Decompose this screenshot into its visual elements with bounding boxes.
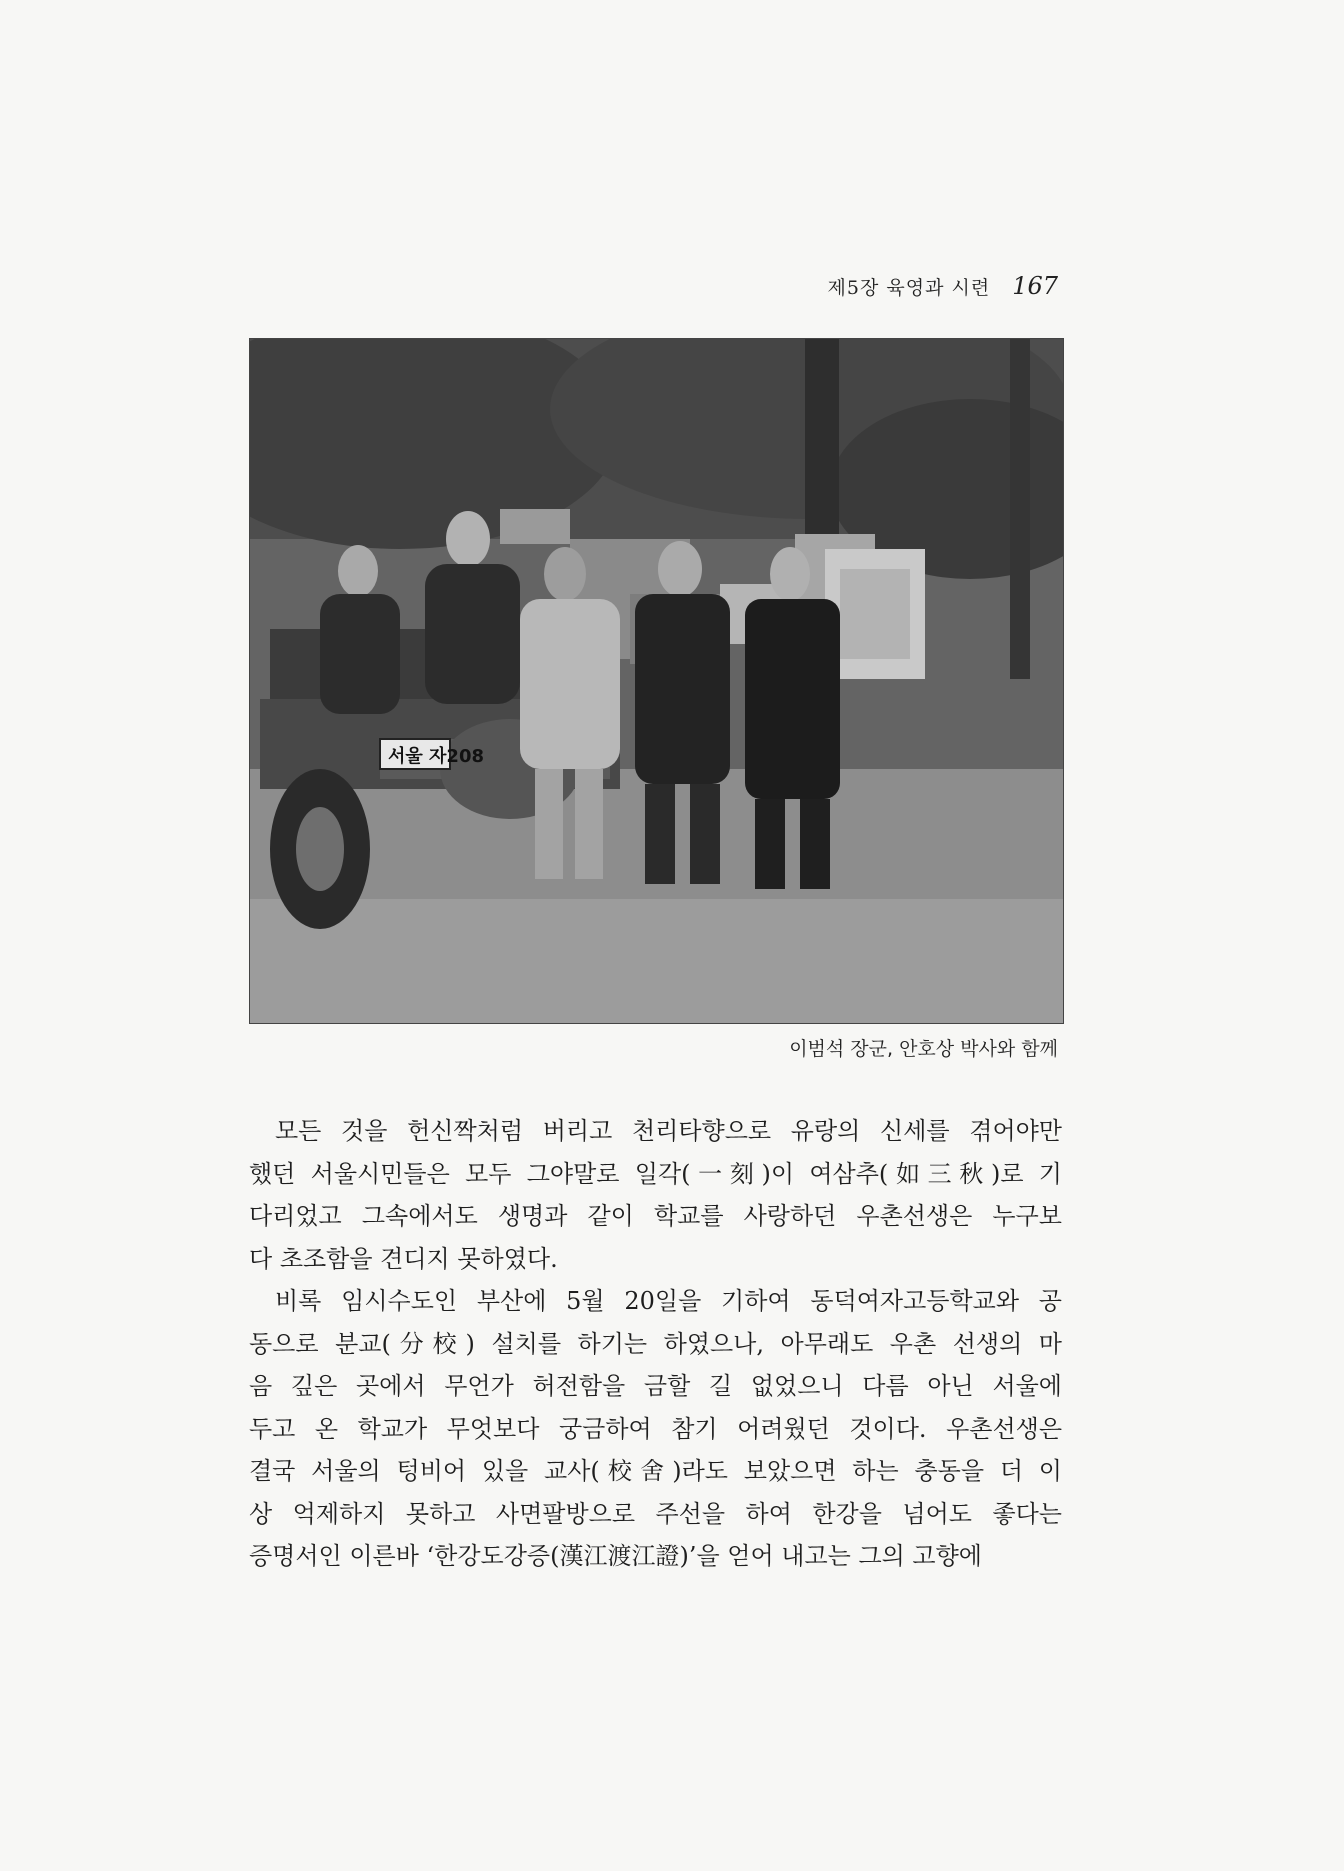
text-line: 다리었고 그속에서도 생명과 같이 학교를 사랑하던 우촌선생은 누구보	[249, 1202, 1062, 1230]
photo-caption: 이범석 장군, 안호상 박사와 함께	[789, 1038, 1058, 1060]
text-line: 증명서인 이른바 ‘한강도강증(漢江渡江證)’을 얻어 내고는 그의 고향에	[249, 1542, 982, 1570]
photo-illustration	[250, 339, 1063, 1023]
text-line: 두고 온 학교가 무엇보다 궁금하여 참기 어려웠던 것이다. 우촌선생은	[249, 1414, 1062, 1443]
text-line: 음 깊은 곳에서 무언가 허전함을 금할 길 없었으니 다름 아닌 서울에	[249, 1372, 1062, 1400]
chapter-title: 제5장 육영과 시련	[827, 277, 991, 299]
text-line: 결국 서울의 텅비어 있을 교사(校舍)라도 보았으면 하는 충동을 더 이	[249, 1457, 1062, 1485]
text-line: 다 초조함을 견디지 못하였다.	[249, 1244, 558, 1273]
text-line: 상 억제하지 못하고 사면팔방으로 주선을 하여 한강을 넘어도 좋다는	[249, 1499, 1062, 1528]
paragraph-1	[249, 1110, 1062, 1280]
text-line: 모든 것을 헌신짝처럼 버리고 천리타향으로 유랑의 신세를 겪어야만	[275, 1117, 1062, 1145]
page-number: 167	[1012, 272, 1058, 300]
license-plate-text: 서울 자208	[388, 746, 485, 767]
text-line: 했던 서울시민들은 모두 그야말로 일각(一刻)이 여삼추(如三秋)로 기	[249, 1159, 1062, 1188]
body-text	[249, 1110, 1062, 1578]
text-line: 동으로 분교(分校) 설치를 하기는 하였으나, 아무래도 우촌 선생의 마	[249, 1329, 1062, 1358]
paragraph-2	[249, 1280, 1062, 1578]
historical-photo	[249, 338, 1064, 1024]
running-header	[828, 272, 1058, 300]
text-line: 비록 임시수도인 부산에 5월 20일을 기하여 동덕여자고등학교와 공	[275, 1287, 1062, 1315]
